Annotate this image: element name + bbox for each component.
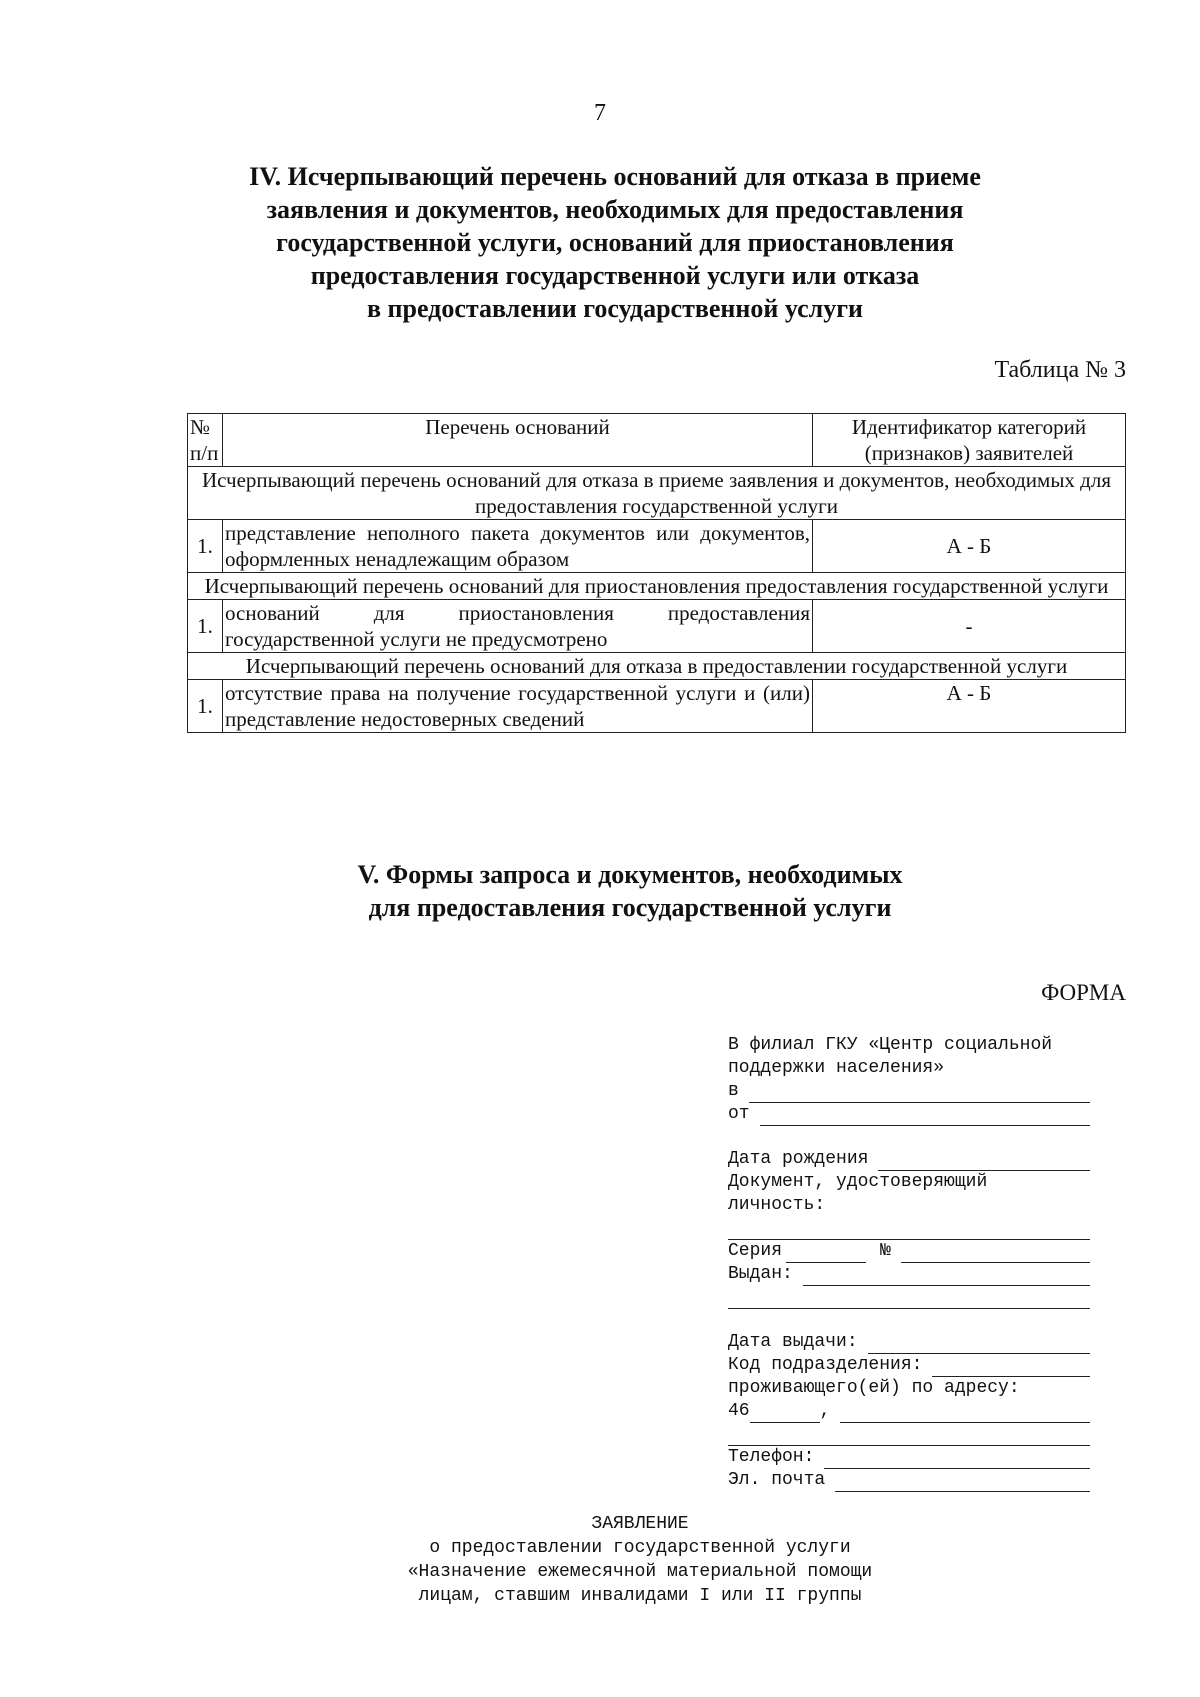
section-4-title-line: государственной услуги, оснований для приостановления	[276, 228, 954, 257]
section-heading-text: Исчерпывающий перечень оснований для отказа в предоставлении государственной услуги	[188, 653, 1126, 680]
section-5-title	[200, 858, 1060, 924]
table-section-heading	[188, 653, 1126, 680]
phone-blank[interactable]	[824, 1450, 1090, 1469]
section-4-title-line: заявления и документов, необходимых для предоставления	[266, 195, 964, 224]
residing-label: проживающего(ей) по адресу:	[728, 1378, 1020, 1398]
birth-date-blank[interactable]	[878, 1152, 1090, 1171]
addressee-block	[728, 1034, 1090, 1492]
row-category: А - Б	[813, 520, 1126, 573]
row-category: А - Б	[813, 680, 1126, 733]
phone-label: Телефон:	[728, 1447, 815, 1467]
email-label: Эл. почта	[728, 1470, 826, 1490]
from-blank[interactable]	[760, 1107, 1090, 1126]
grounds-table	[187, 413, 1126, 733]
addressee-line: В филиал ГКУ «Центр социальной	[728, 1035, 1053, 1055]
application-subtitle-line: лицам, ставшим инвалидами I или II группы	[418, 1586, 862, 1606]
division-code-field[interactable]	[728, 1354, 1090, 1377]
phone-field[interactable]	[728, 1446, 1090, 1469]
series-blank[interactable]	[786, 1244, 866, 1263]
header-category: Идентификатор категорий (признаков) заявителей	[813, 414, 1126, 467]
number-label: №	[880, 1241, 891, 1261]
section-heading-text: Исчерпывающий перечень оснований для отказа в приеме заявления и документов, необходимых для предоставления государственной услуги	[188, 467, 1126, 520]
table-row	[188, 600, 1126, 653]
issue-date-blank[interactable]	[868, 1335, 1090, 1354]
row-ground-text: оснований для приостановления предоставления государственной услуги не предусмотрено	[223, 600, 813, 653]
region-code: 46	[728, 1401, 750, 1421]
issued-blank[interactable]	[803, 1267, 1090, 1286]
section-5-title-line: V. Формы запроса и документов, необходимых	[357, 860, 903, 889]
birth-date-field[interactable]	[728, 1148, 1090, 1171]
from-label: от	[728, 1104, 750, 1124]
table-header-row	[188, 414, 1126, 467]
issued-by-blank-2[interactable]	[728, 1286, 1090, 1309]
row-number: 1.	[188, 680, 223, 733]
header-grounds: Перечень оснований	[223, 414, 813, 467]
table-section-heading	[188, 573, 1126, 600]
issued-by-field[interactable]	[728, 1263, 1090, 1286]
series-label: Серия	[728, 1241, 783, 1261]
applicant-name-field[interactable]	[728, 1103, 1090, 1126]
application-subtitle-line: о предоставлении государственной услуги	[429, 1538, 851, 1558]
series-number-field[interactable]	[728, 1240, 1090, 1263]
in-label: в	[728, 1081, 739, 1101]
application-subtitle-line: «Назначение ежемесячной материальной помощи	[407, 1562, 873, 1582]
issue-date-label: Дата выдачи:	[728, 1332, 858, 1352]
page-number: 7	[594, 100, 606, 126]
form-label: ФОРМА	[1041, 980, 1126, 1005]
address-blank-2[interactable]	[728, 1423, 1090, 1446]
address-field[interactable]	[728, 1400, 1090, 1423]
email-blank[interactable]	[835, 1473, 1090, 1492]
id-document-label: Документ, удостоверяющий	[728, 1172, 988, 1192]
section-4-title-line: предоставления государственной услуги или отказа	[310, 261, 920, 290]
region-blank[interactable]	[750, 1404, 820, 1423]
table-row	[188, 520, 1126, 573]
division-code-blank[interactable]	[932, 1358, 1090, 1377]
number-blank[interactable]	[901, 1244, 1090, 1263]
section-4-title-line: IV. Исчерпывающий перечень оснований для отказа в приеме	[249, 162, 981, 191]
issued-label: Выдан:	[728, 1264, 793, 1284]
id-document-blank[interactable]	[728, 1217, 1090, 1240]
header-number: № п/п	[188, 414, 223, 467]
application-title: ЗАЯВЛЕНИЕ	[591, 1514, 689, 1534]
application-heading	[330, 1512, 950, 1608]
row-category: -	[813, 600, 1126, 653]
section-4-title-line: в предоставлении государственной услуги	[366, 294, 863, 323]
row-number: 1.	[188, 600, 223, 653]
issue-date-field[interactable]	[728, 1331, 1090, 1354]
section-4-title	[180, 160, 1050, 325]
table-section-heading	[188, 467, 1126, 520]
addressee-line: поддержки населения»	[728, 1058, 945, 1078]
address-blank[interactable]	[840, 1404, 1090, 1423]
row-number: 1.	[188, 520, 223, 573]
birth-date-label: Дата рождения	[728, 1149, 869, 1169]
section-5-title-line: для предоставления государственной услуги	[368, 893, 892, 922]
in-blank[interactable]	[749, 1084, 1090, 1103]
table-caption: Таблица № 3	[994, 357, 1126, 383]
table-row	[188, 680, 1126, 733]
email-field[interactable]	[728, 1469, 1090, 1492]
row-ground-text: представление неполного пакета документов или документов, оформленных ненадлежащим образом	[223, 520, 813, 573]
branch-location-field[interactable]	[728, 1080, 1090, 1103]
address-comma: ,	[819, 1401, 831, 1421]
row-ground-text: отсутствие права на получение государственной услуги и (или) представление недостоверных сведений	[223, 680, 813, 733]
section-heading-text: Исчерпывающий перечень оснований для приостановления предоставления государственной услуги	[188, 573, 1126, 600]
division-code-label: Код подразделения:	[728, 1355, 923, 1375]
id-document-label-cont: личность:	[728, 1195, 826, 1215]
